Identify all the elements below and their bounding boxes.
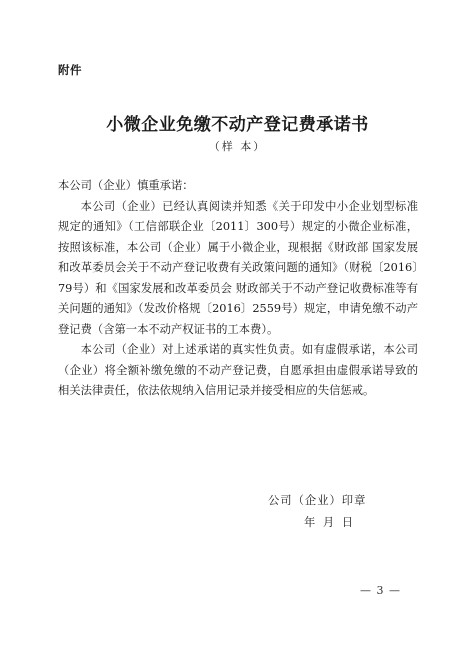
attachment-label: 附件 — [58, 63, 82, 77]
document-subtitle: （样 本） — [208, 140, 267, 153]
document-body — [58, 176, 418, 402]
company-seal-line: 公司（企业）印章 — [268, 494, 367, 507]
salutation: 本公司（企业）慎重承诺： — [58, 179, 194, 192]
date-line: 年 月 日 — [304, 516, 356, 529]
paragraph-liability: 本公司（企业）对上述承诺的真实性负责。如有虚假承诺，本公司（企业）将全额补缴免缴的不动产登记费，自愿承担由虚假承诺导致的相关法律责任，依法依规纳入信用记录并接受相应的失信惩戒。 — [58, 343, 418, 397]
document-title: 小微企业免缴不动产登记费承诺书 — [106, 115, 369, 135]
paragraph-commitment: 本公司（企业）已经认真阅读并知悉《关于印发中小企业划型标准规定的通知》（工信部联企业〔2011〕300号）规定的小微企业标准，按照该标准，本公司（企业）属于小微企业，现根据《财政部 国家发展和改革委员会关于不动产登记收费有关政策问题的通知》（财税〔2016〕79号）和《国家发展和改革委员会 财政部关于不动产登记收费标准等有关问题的通知》（发改价格规〔2016〕2559号）规定，申请免缴不动产登记费（含第一本不动产权证书的工本费）。 — [58, 199, 418, 336]
page-number: — 3 — — [360, 584, 401, 597]
